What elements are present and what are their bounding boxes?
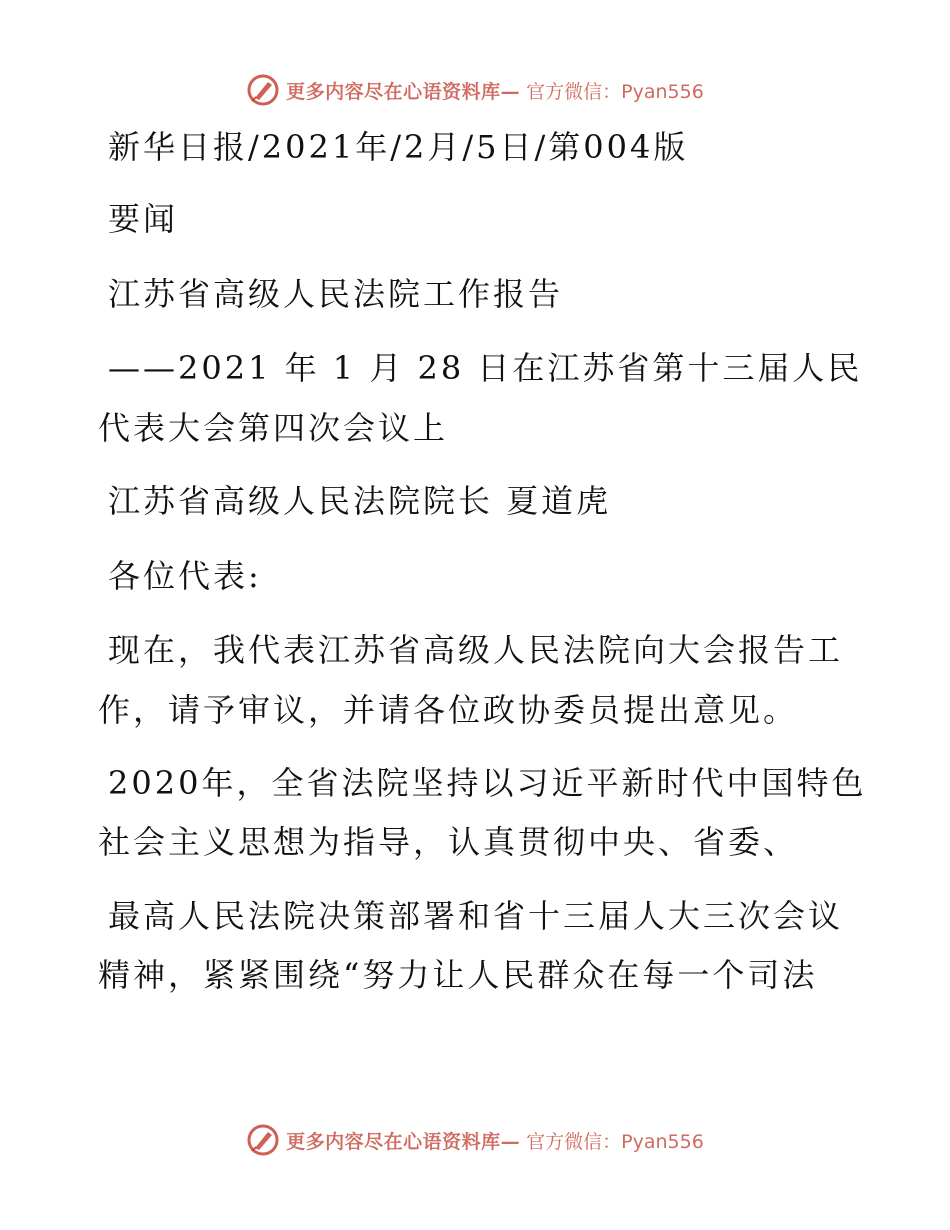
publication-line: 新华日报/2021年/2月/5日/第004版	[108, 128, 689, 166]
paragraph-2-line-4: 精神，紧紧围绕“努力让人民群众在每一个司法	[98, 956, 818, 994]
quill-pen-circle-icon	[246, 1123, 280, 1157]
watermark-sub-text: 官方微信：Pyan556	[526, 1130, 704, 1153]
report-subtitle-line-1: ——2021 年 1 月 28 日在江苏省第十三届人民	[108, 349, 863, 387]
watermark-main-text: 更多内容尽在心语资料库—	[286, 80, 521, 103]
paragraph-1-line-1: 现在，我代表江苏省高级人民法院向大会报告工	[108, 631, 844, 669]
header-watermark	[0, 70, 950, 110]
paragraph-1-line-2: 作，请予审议，并请各位政协委员提出意见。	[98, 691, 799, 729]
watermark-main-text: 更多内容尽在心语资料库—	[286, 1130, 521, 1153]
section-label: 要闻	[108, 200, 179, 238]
paragraph-2-line-2: 社会主义思想为指导，认真贯彻中央、省委、	[98, 823, 799, 861]
paragraph-2-line-3: 最高人民法院决策部署和省十三届人大三次会议	[108, 897, 844, 935]
report-author: 江苏省高级人民法院院长 夏道虎	[108, 482, 612, 520]
report-title: 江苏省高级人民法院工作报告	[108, 275, 564, 313]
paragraph-2-line-1: 2020年，全省法院坚持以习近平新时代中国特色	[108, 764, 867, 802]
watermark-sub-text: 官方微信：Pyan556	[526, 80, 704, 103]
footer-watermark	[0, 1120, 950, 1160]
report-subtitle-line-2: 代表大会第四次会议上	[98, 409, 449, 447]
salutation: 各位代表:	[108, 557, 262, 595]
quill-pen-circle-icon	[246, 73, 280, 107]
